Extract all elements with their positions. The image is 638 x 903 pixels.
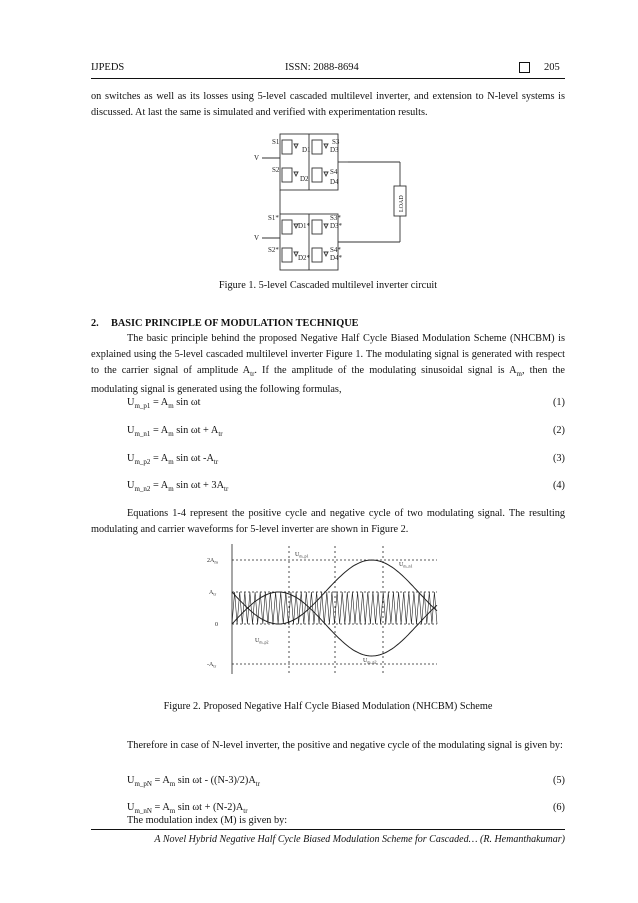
label-ump1: $U_{m\_p1}$ — [295, 552, 309, 559]
journal-name: IJPEDS — [91, 62, 125, 73]
label-ump2: $U_{m\_p2}$ — [255, 638, 269, 645]
figure1-circuit — [250, 128, 410, 276]
header-rule — [91, 78, 565, 79]
tick-atr: $A_{tr}$ — [209, 590, 217, 597]
figure1-caption: Figure 1. 5-level Cascaded multilevel inverter circuit — [218, 280, 438, 291]
equation-2: $U_{m\_n1} = A_m$ $\sin \omega t + A_{tr}$ — [127, 425, 223, 439]
tick-2am: $2A_m$ — [207, 558, 218, 565]
section-title: BASIC PRINCIPLE OF MODULATION TECHNIQUE — [111, 318, 359, 329]
label-umn1: $U_{m\_n1}$ — [399, 562, 413, 569]
paragraph-4: The modulation index (M) is given by: — [127, 815, 288, 826]
paragraph-1: The basic principle behind the proposed Negative Half Cycle Biased Modulation Scheme (NHCBM) is explained using the 5-level cascaded multilevel inverter Figure 1. The modulating signal is generated with respect to the carrier signal of amplitude $A_{tr}$. If the amplitude of the modulating sinusoidal signal is $A_m$, then the modulating signal is generated using the following formulas, — [91, 333, 565, 396]
label-s1: S1 — [272, 138, 280, 146]
label-s3: S3 — [332, 138, 340, 146]
label-s1s: S1* — [268, 214, 279, 222]
section-number: 2. — [91, 318, 99, 329]
checkbox-icon — [519, 62, 530, 73]
equation-5: $U_{m\_pN} = A_m$ sin ωt - $((N-3)/2)A_{tr}$ — [127, 775, 261, 789]
equation-6: $U_{m\_nN} = A_m$ $\sin \omega t + (N-2)A_{tr}$ — [127, 802, 248, 816]
label-d3s: D3* — [330, 222, 343, 230]
label-load: LOAD — [399, 195, 405, 212]
tick-neg-atr: $-A_{tr}$ — [207, 662, 217, 669]
label-d4: D4 — [330, 178, 339, 186]
equation-1: $U_{m\_p1} = A_m$ sin ωt — [127, 397, 201, 411]
label-v2: V — [254, 234, 260, 242]
label-d2: D2 — [300, 175, 309, 183]
running-footer: A Novel Hybrid Negative Half Cycle Biased Modulation Scheme for Cascaded… (R. Hemanthakumar) — [154, 834, 565, 845]
figure2-caption: Figure 2. Proposed Negative Half Cycle Biased Modulation (NHCBM) Scheme — [163, 701, 493, 712]
equation-3-number: (3) — [552, 453, 565, 464]
page-number: 205 — [544, 62, 560, 73]
label-d3: D3 — [330, 146, 339, 154]
label-s4: S4 — [330, 168, 338, 176]
figure2-waveforms — [205, 542, 440, 680]
equation-5-number: (5) — [552, 775, 565, 786]
label-umn2: $U_{m\_n2}$ — [363, 658, 377, 665]
equation-4-number: (4) — [552, 480, 565, 491]
label-v1: V — [254, 154, 260, 162]
label-s4s: S4* — [330, 246, 341, 254]
issn: ISSN: 2088-8694 — [285, 62, 359, 73]
label-s2s: S2* — [268, 246, 279, 254]
label-s2: S2 — [272, 166, 280, 174]
label-d4s: D4* — [330, 254, 343, 262]
label-s3s: S3* — [330, 214, 341, 222]
equation-2-number: (2) — [552, 425, 565, 436]
equation-4: $U_{m\_n2} = A_m$ $\sin \omega t + 3A_{tr}$ — [127, 480, 229, 494]
label-d1: D1 — [302, 146, 311, 154]
intro-paragraph: on switches as well as its losses using 5-level cascaded multilevel inverter, and extension to N-level systems is discussed. At last the same is simulated and verified with experimentation results. — [91, 91, 565, 118]
footer-rule — [91, 829, 565, 830]
paragraph-2: Equations 1-4 represent the positive cycle and negative cycle of two modulating signal. The resulting modulating and carrier waveforms for 5-level inverter are shown in Figure 2. — [91, 508, 565, 535]
label-d2s: D2* — [298, 254, 311, 262]
tick-zero: 0 — [215, 622, 218, 628]
equation-1-number: (1) — [552, 397, 565, 408]
equation-3: $U_{m\_p2} = A_m$ sin ωt $-A_{tr}$ — [127, 453, 219, 467]
equation-6-number: (6) — [552, 802, 565, 813]
paragraph-3: Therefore in case of N-level inverter, the positive and negative cycle of the modulating signal is given by: — [127, 740, 563, 751]
label-d1s: D1* — [298, 222, 311, 230]
